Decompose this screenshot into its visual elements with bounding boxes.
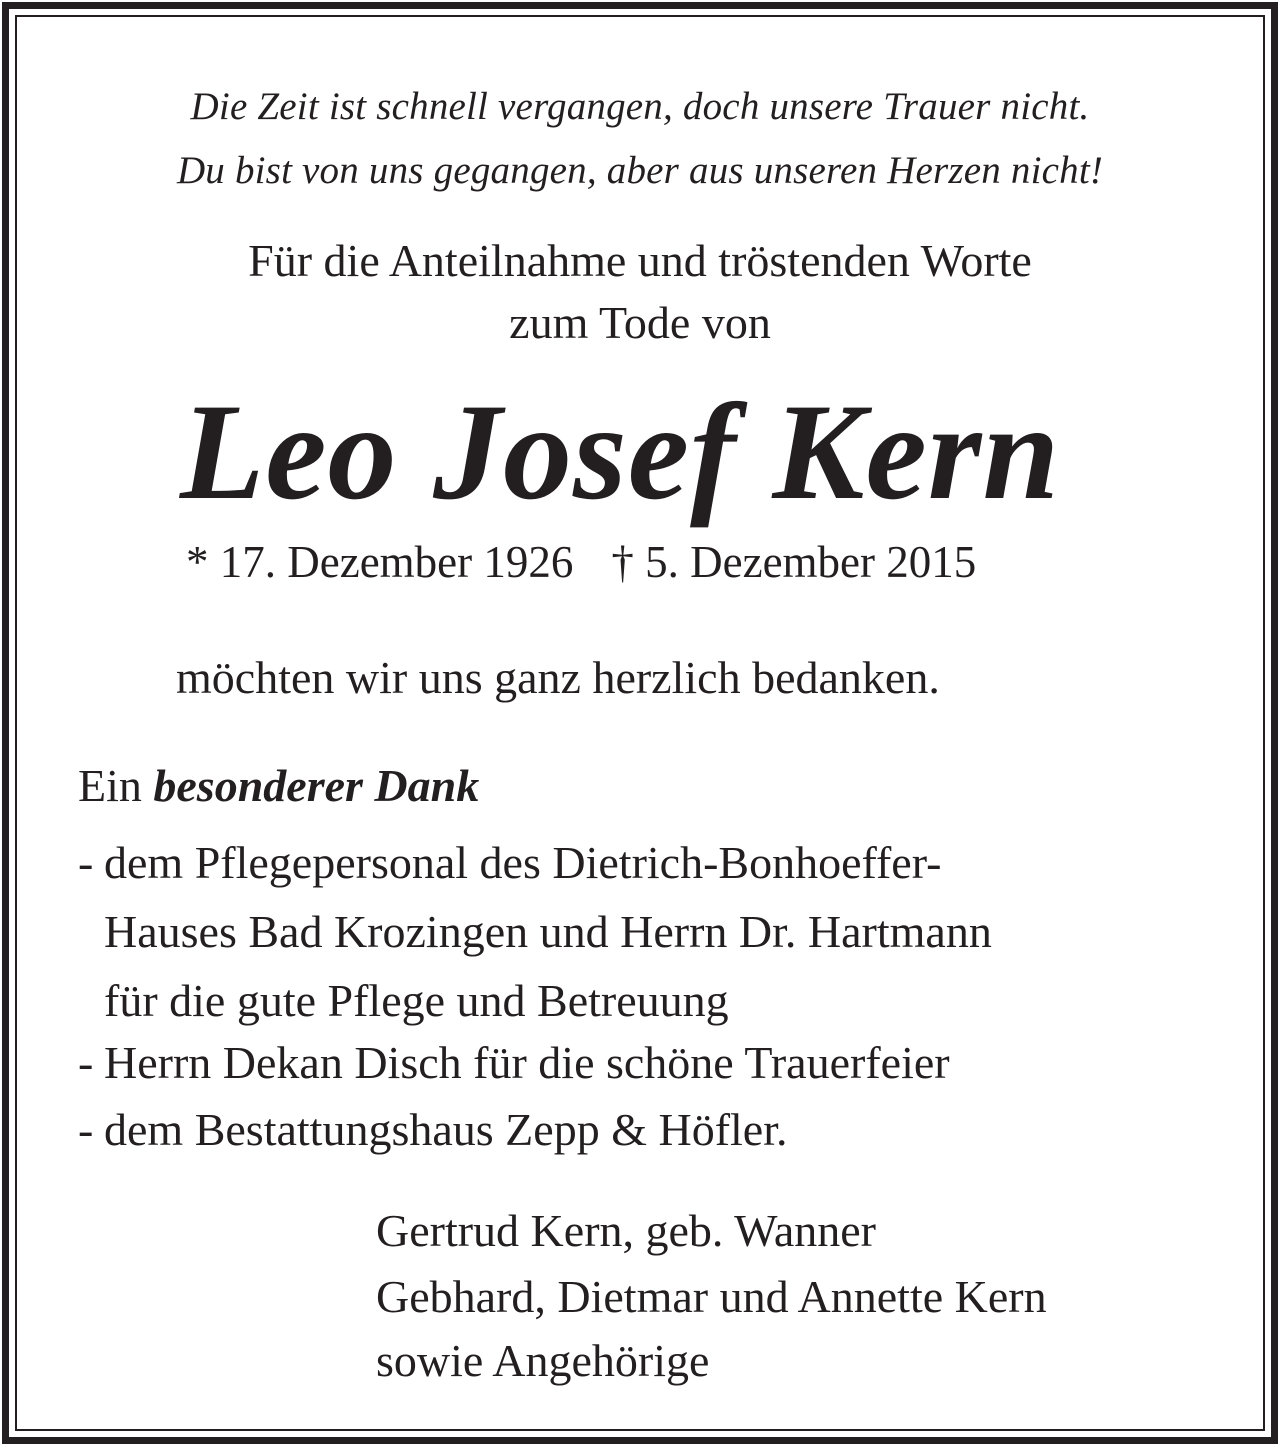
signature-line-3: sowie Angehörige — [376, 1335, 710, 1386]
thanks-line: möchten wir uns ganz herzlich bedanken. — [176, 652, 940, 703]
thanks-item-3 — [78, 1104, 788, 1155]
death-date: † 5. Dezember 2015 — [611, 537, 977, 587]
thanks-item-text: Herrn Dekan Disch für die schöne Trauerfeier — [104, 1037, 950, 1088]
thanks-item-1-line-1 — [78, 837, 942, 888]
signature-line-2: Gebhard, Dietmar und Annette Kern — [376, 1271, 1047, 1322]
bullet-dash: - — [78, 1037, 94, 1088]
intro-line-1: Für die Anteilnahme und tröstenden Worte — [248, 235, 1032, 286]
deceased-name: Leo Josef Kern — [180, 375, 1061, 528]
motto-line-1: Die Zeit ist schnell vergangen, doch unsere Trauer nicht. — [190, 85, 1090, 128]
thanks-item-1-line-2: Hauses Bad Krozingen und Herrn Dr. Hartmann — [104, 906, 992, 957]
signature-line-1: Gertrud Kern, geb. Wanner — [376, 1205, 876, 1256]
thanks-item-1-line-3: für die gute Pflege und Betreuung — [104, 975, 729, 1026]
bullet-dash: - — [78, 837, 94, 888]
bullet-dash: - — [78, 1104, 94, 1155]
special-thanks-emphasis: besonderer Dank — [153, 760, 480, 811]
special-thanks-prefix: Ein — [78, 760, 142, 811]
life-dates — [186, 537, 977, 587]
motto-line-2: Du bist von uns gegangen, aber aus unseren Herzen nicht! — [176, 149, 1104, 192]
thanks-item-2 — [78, 1037, 950, 1088]
special-thanks-heading — [78, 760, 480, 811]
thanks-item-text: dem Pflegepersonal des Dietrich-Bonhoeffer- — [104, 837, 942, 888]
thanks-item-text: dem Bestattungshaus Zepp & Höfler. — [104, 1104, 788, 1155]
intro-line-2: zum Tode von — [509, 297, 771, 348]
birth-date: * 17. Dezember 1926 — [186, 537, 574, 587]
